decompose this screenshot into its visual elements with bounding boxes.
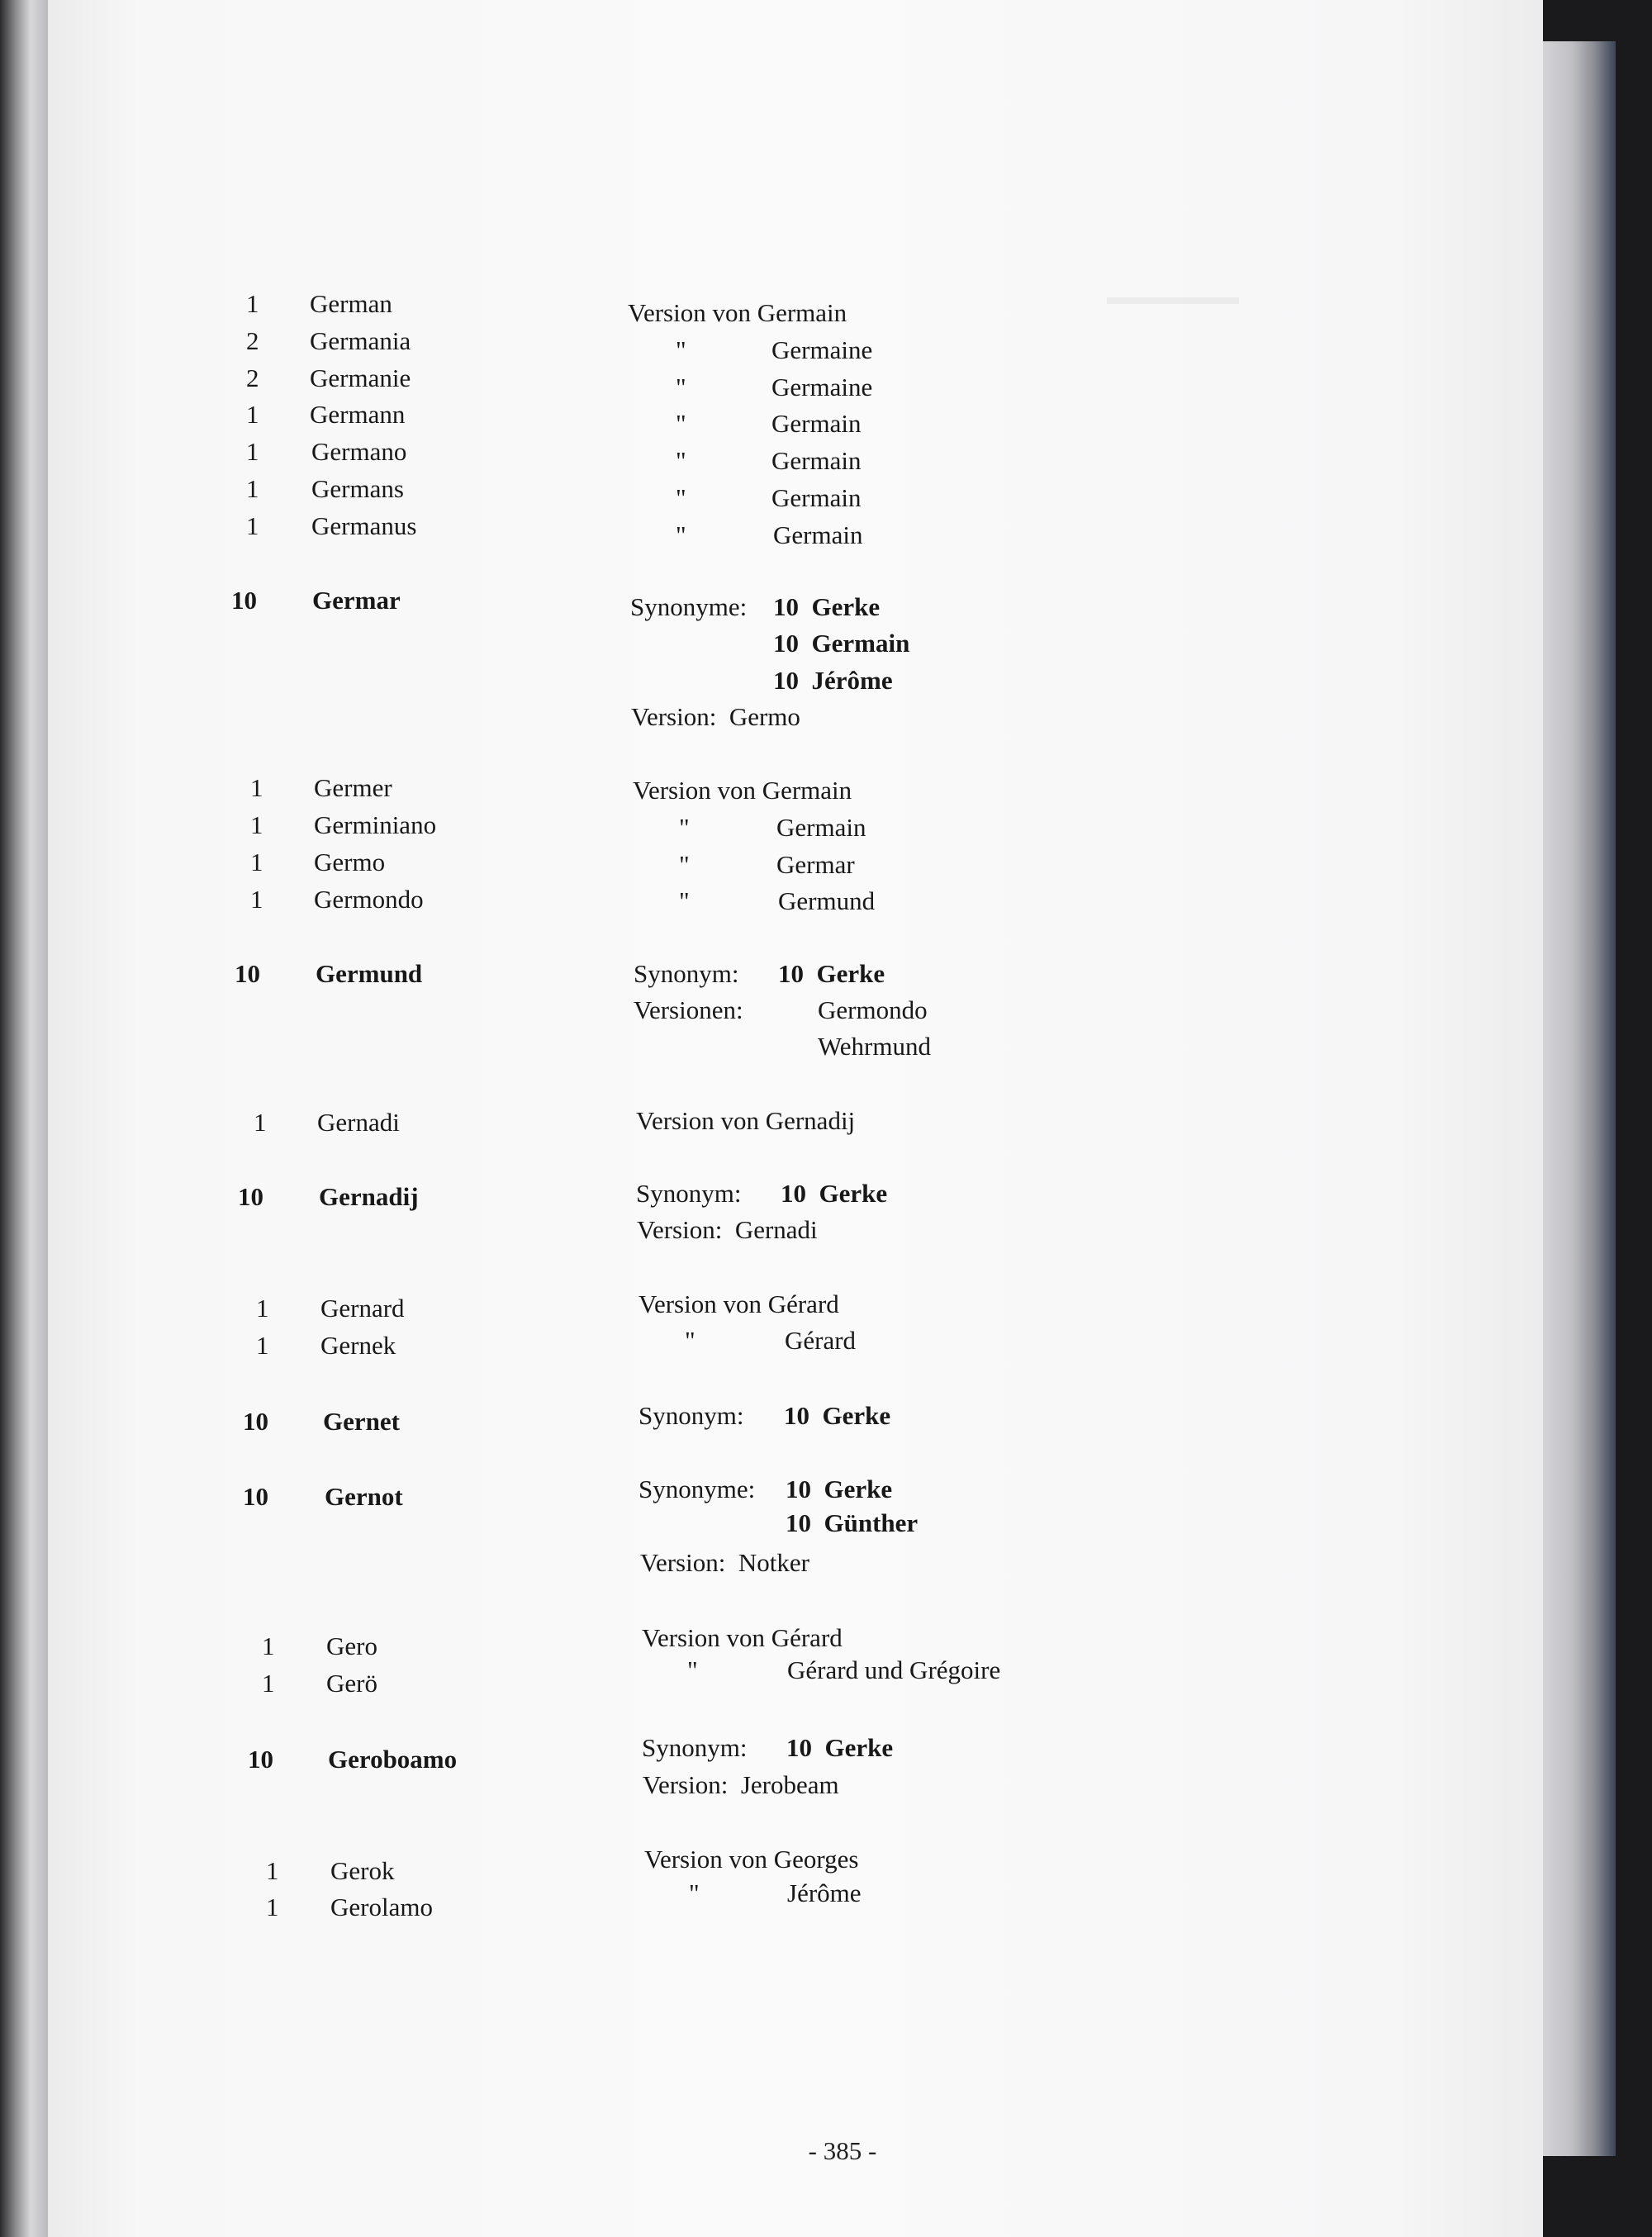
entry-relation: " [679, 886, 690, 915]
entry-synonym: 10 Gerke [786, 1733, 894, 1762]
entry-relation: Version von Germain [628, 298, 847, 327]
entry-name: Gerok [330, 1856, 395, 1885]
entry-count: 1 [262, 1631, 275, 1660]
entry-synonym: 10 Gerke [781, 1179, 888, 1208]
entry-relation: Synonym: [636, 1179, 742, 1208]
entry-name: Germiniano [314, 810, 437, 839]
entry-relation: " [676, 409, 686, 438]
entry-synonym: 10 Gerke [784, 1401, 891, 1430]
entry-name: Germo [314, 848, 386, 876]
entry-name: Germania [310, 326, 411, 355]
page-edge-left [0, 0, 51, 2237]
entry-count: 10 [238, 1182, 263, 1211]
entry-count: 1 [246, 474, 259, 503]
entry-relation: " [679, 850, 690, 879]
entry-synonym: 10 Gerke [786, 1475, 893, 1503]
entry-count: 1 [262, 1669, 275, 1698]
entry-relation: " [676, 335, 686, 364]
entry-value: Germund [778, 886, 876, 915]
entry-count: 1 [256, 1331, 269, 1360]
entry-value: Jérôme [787, 1878, 862, 1907]
entry-name: Germanus [311, 511, 417, 540]
entry-name: Gernard [320, 1294, 405, 1323]
page-number: - 385 - [808, 2136, 877, 2165]
entry-relation: Synonym: [642, 1733, 748, 1762]
entry-value: Germain [771, 446, 862, 475]
entry-name: Gernadi [317, 1108, 400, 1137]
entry-relation: " [685, 1326, 695, 1355]
entry-name: Gero [326, 1631, 377, 1660]
entry-relation: " [687, 1655, 698, 1684]
entry-name: Gernet [323, 1407, 400, 1436]
entry-name: Geroboamo [328, 1745, 458, 1774]
entry-count: 1 [256, 1294, 269, 1323]
entry-relation: " [676, 520, 686, 549]
entry-count: 1 [246, 437, 259, 466]
entry-relation: Synonym: [638, 1401, 744, 1430]
entry-relation: Version von Germain [633, 776, 852, 805]
entry-name: Gerolamo [330, 1893, 433, 1921]
entry-relation: " [676, 373, 686, 401]
entry-name: German [310, 289, 392, 318]
entry-version: Germondo [818, 995, 928, 1024]
entry-version: Version: Jerobeam [643, 1770, 839, 1799]
entry-synonym: 10 Jérôme [773, 666, 893, 695]
entry-name: Germer [314, 773, 392, 802]
entry-version: Version: Gernadi [637, 1215, 818, 1244]
page-block-edge [1543, 41, 1616, 2156]
entry-count: 10 [231, 586, 257, 615]
entry-value: Germaine [771, 373, 873, 401]
entry-name: Germund [316, 959, 423, 988]
entry-relation: Synonyme: [638, 1475, 756, 1503]
entry-value: Germar [776, 850, 855, 879]
entry-versions-label: Versionen: [634, 995, 743, 1024]
entry-name: Germar [312, 586, 401, 615]
entry-count: 10 [235, 959, 260, 988]
entry-version: Version: Notker [640, 1548, 809, 1577]
entry-value: Gérard und Grégoire [787, 1655, 1001, 1684]
entry-name: Germann [310, 400, 406, 429]
entry-relation: Version von Georges [644, 1845, 859, 1874]
entry-version: Wehrmund [818, 1032, 931, 1061]
entry-synonym: 10 Gerke [778, 959, 885, 988]
entry-count: 1 [246, 511, 259, 540]
entry-synonym: 10 Gerke [773, 592, 881, 621]
entry-name: Germondo [314, 885, 424, 914]
entry-name: Gernek [320, 1331, 396, 1360]
entry-value: Germain [776, 813, 866, 842]
entry-relation: Version von Gérard [642, 1623, 843, 1652]
entry-relation: Synonym: [634, 959, 739, 988]
entry-count: 1 [266, 1856, 279, 1885]
entry-value: Germain [771, 483, 862, 512]
entry-relation: " [679, 813, 690, 842]
entry-count: 1 [250, 885, 263, 914]
entry-relation: " [689, 1878, 700, 1907]
entry-synonym: 10 Günther [786, 1508, 919, 1537]
entry-count: 1 [246, 289, 259, 318]
entry-relation: Version von Gérard [638, 1289, 839, 1318]
entry-value: Germain [771, 409, 862, 438]
entry-name: Gerö [326, 1669, 377, 1698]
entry-name: Gernot [325, 1482, 403, 1511]
entry-name: Gernadij [319, 1182, 419, 1211]
entry-count: 1 [250, 848, 263, 876]
entry-count: 1 [254, 1108, 267, 1137]
entry-synonym: 10 Germain [773, 629, 910, 658]
entry-count: 2 [246, 326, 259, 355]
entry-name: Germano [311, 437, 407, 466]
entry-count: 1 [250, 773, 263, 802]
entry-name: Germans [311, 474, 404, 503]
entry-value: Germaine [771, 335, 873, 364]
entry-count: 2 [246, 363, 259, 392]
entry-count: 1 [246, 400, 259, 429]
entry-count: 10 [243, 1482, 268, 1511]
entry-count: 10 [243, 1407, 268, 1436]
entry-version: Version: Germo [631, 702, 800, 731]
entry-count: 10 [248, 1745, 273, 1774]
entry-count: 1 [250, 810, 263, 839]
entry-relation: Synonyme: [630, 592, 748, 621]
entry-relation: Version von Gernadij [636, 1106, 856, 1135]
entry-count: 1 [266, 1893, 279, 1921]
entry-value: Gérard [785, 1326, 857, 1355]
entry-relation: " [676, 446, 686, 475]
entry-name: Germanie [310, 363, 411, 392]
entry-relation: " [676, 483, 686, 512]
entry-value: Germain [773, 520, 863, 549]
